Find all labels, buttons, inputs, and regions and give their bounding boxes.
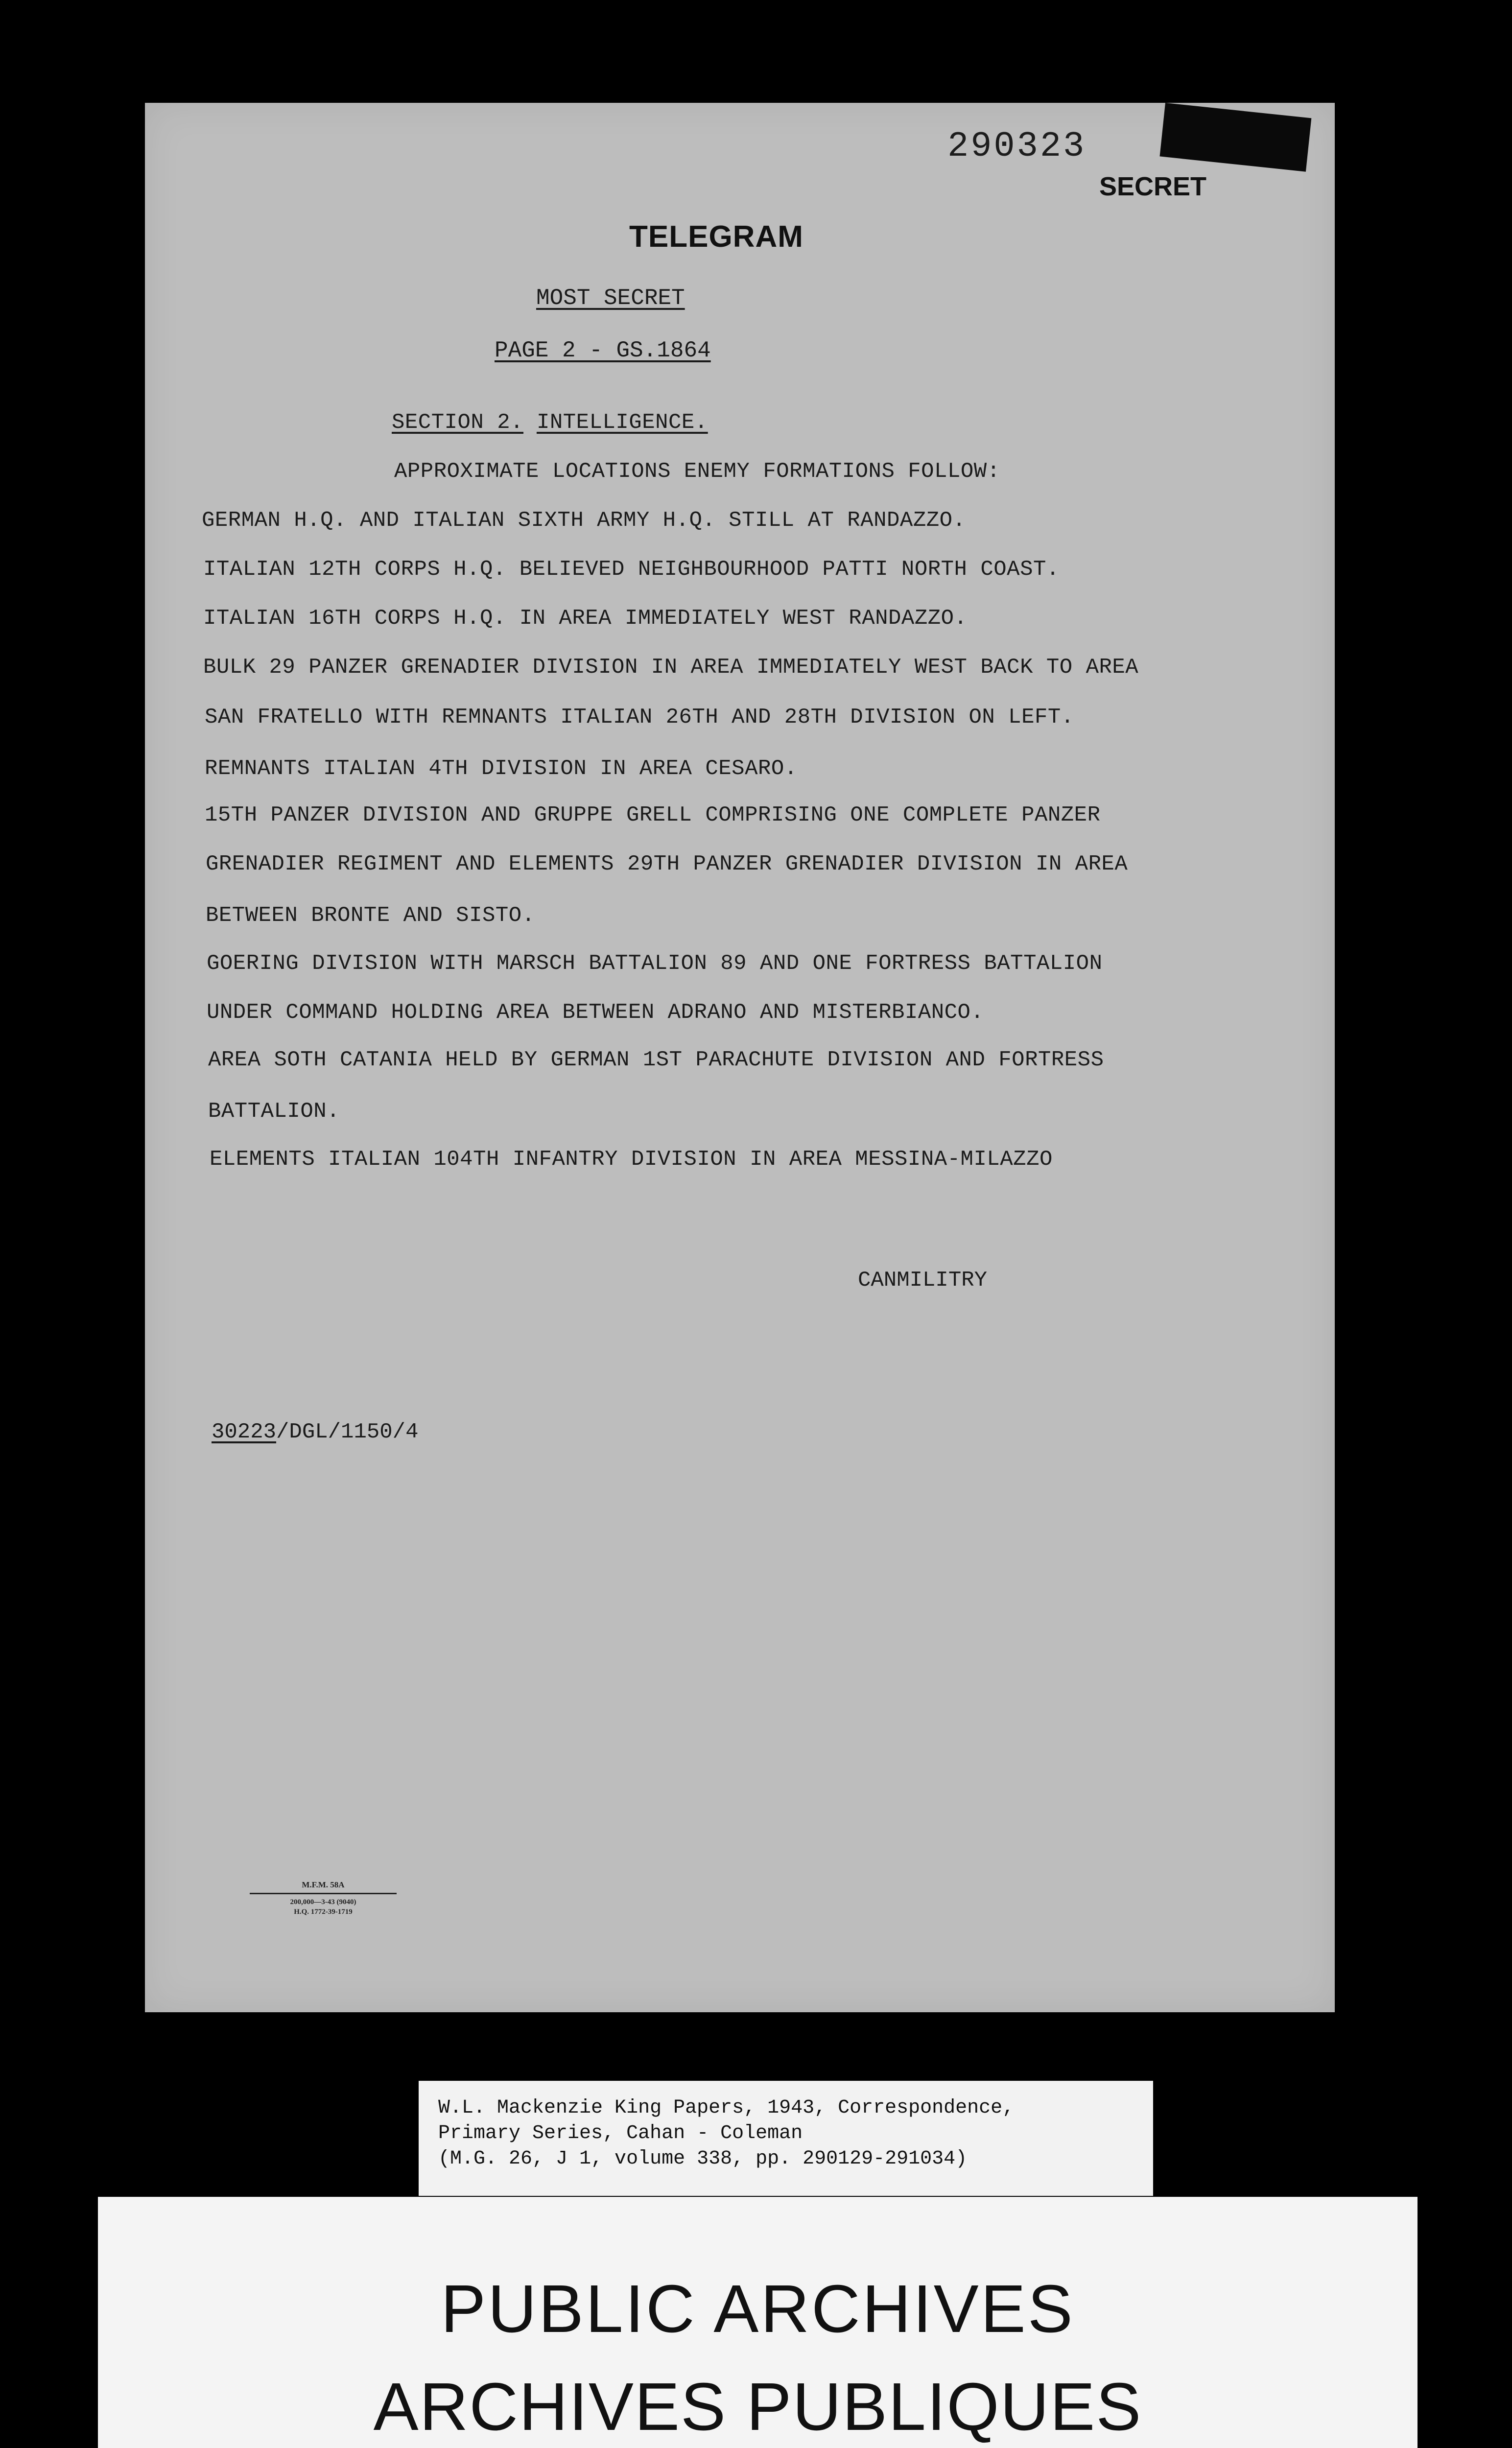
file-reference-suffix: /DGL/1150/4 <box>276 1420 419 1444</box>
body-line: UNDER COMMAND HOLDING AREA BETWEEN ADRANO AND MISTERBIANCO. <box>207 1000 984 1025</box>
sender-signature: CANMILITRY <box>858 1268 988 1293</box>
document-title: TELEGRAM <box>629 220 803 254</box>
section-heading <box>392 410 708 435</box>
file-reference <box>212 1420 418 1444</box>
archives-card <box>98 2197 1418 2448</box>
citation-line: W.L. Mackenzie King Papers, 1943, Correspondence, <box>438 2097 1015 2119</box>
body-line: GRENADIER REGIMENT AND ELEMENTS 29TH PANZER GRENADIER DIVISION IN AREA <box>206 852 1128 876</box>
body-line: 15TH PANZER DIVISION AND GRUPPE GRELL COMPRISING ONE COMPLETE PANZER <box>205 803 1101 827</box>
archives-title-french: ARCHIVES PUBLIQUES <box>373 2369 1142 2445</box>
body-line: ITALIAN 12TH CORPS H.Q. BELIEVED NEIGHBOURHOOD PATTI NORTH COAST. <box>203 557 1060 582</box>
form-number: M.F.M. 58A <box>302 1880 345 1889</box>
body-line: ITALIAN 16TH CORPS H.Q. IN AREA IMMEDIATELY WEST RANDAZZO. <box>203 606 968 631</box>
form-mark-rule <box>250 1893 397 1894</box>
body-line: BETWEEN BRONTE AND SISTO. <box>206 903 535 928</box>
body-line: GERMAN H.Q. AND ITALIAN SIXTH ARMY H.Q. STILL AT RANDAZZO. <box>202 508 966 533</box>
citation-line: (M.G. 26, J 1, volume 338, pp. 290129-291034) <box>438 2148 968 2170</box>
body-line: BATTALION. <box>208 1099 340 1124</box>
classification-label: SECRET <box>1099 172 1207 201</box>
form-print-run: 200,000—3-43 (9040) <box>290 1898 356 1906</box>
archives-title-english: PUBLIC ARCHIVES <box>441 2271 1075 2347</box>
section-name: INTELLIGENCE. <box>536 410 708 435</box>
citation-label <box>419 2081 1153 2196</box>
file-reference-number: 30223 <box>212 1420 277 1444</box>
body-line: AREA SOTH CATANIA HELD BY GERMAN 1ST PARACHUTE DIVISION AND FORTRESS <box>208 1048 1104 1072</box>
section-label: SECTION 2. <box>392 410 524 435</box>
form-hq-ref: H.Q. 1772-39-1719 <box>294 1908 353 1916</box>
form-mark <box>250 1880 397 1917</box>
body-line: APPROXIMATE LOCATIONS ENEMY FORMATIONS FOLLOW: <box>394 459 1000 484</box>
page-number: 290323 <box>947 126 1087 166</box>
priority-label: MOST SECRET <box>536 285 685 311</box>
page-reference: PAGE 2 - GS.1864 <box>495 338 711 363</box>
citation-line: Primary Series, Cahan - Coleman <box>438 2122 803 2144</box>
body-line: BULK 29 PANZER GRENADIER DIVISION IN AREA IMMEDIATELY WEST BACK TO AREA <box>203 655 1139 680</box>
body-line: REMNANTS ITALIAN 4TH DIVISION IN AREA CESARO. <box>205 756 798 781</box>
body-line: ELEMENTS ITALIAN 104TH INFANTRY DIVISION IN AREA MESSINA-MILAZZO <box>210 1147 1053 1172</box>
body-line: GOERING DIVISION WITH MARSCH BATTALION 89 AND ONE FORTRESS BATTALION <box>207 951 1103 976</box>
body-line: SAN FRATELLO WITH REMNANTS ITALIAN 26TH AND 28TH DIVISION ON LEFT. <box>205 705 1074 730</box>
